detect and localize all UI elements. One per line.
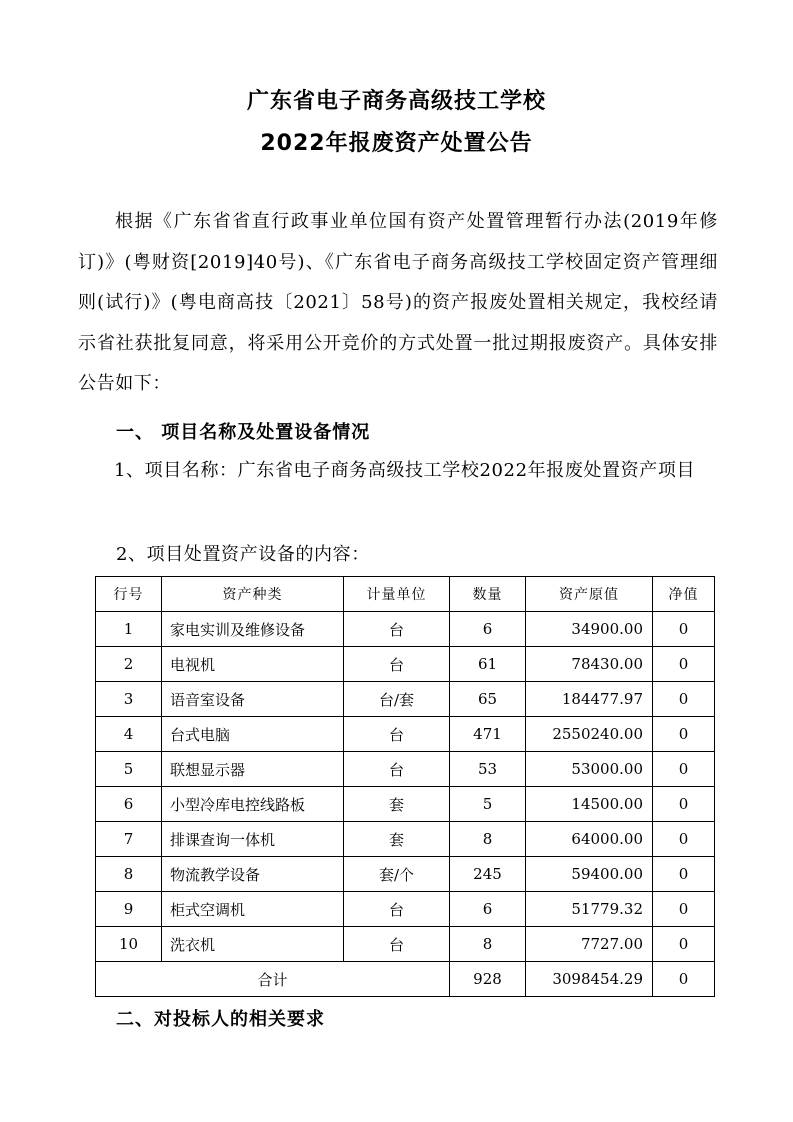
- cell-row-number: 2: [96, 647, 162, 682]
- cell-net-value: 0: [653, 927, 715, 962]
- cell-asset-type: 小型冷库电控线路板: [162, 787, 344, 822]
- header-quantity: 数量: [450, 577, 526, 612]
- asset-table: [95, 576, 715, 997]
- cell-row-number: 1: [96, 612, 162, 647]
- cell-net-value: 0: [653, 857, 715, 892]
- cell-net-value: 0: [653, 892, 715, 927]
- cell-asset-type: 柜式空调机: [162, 892, 344, 927]
- cell-unit: 套: [344, 822, 450, 857]
- cell-original-value: 7727.00: [526, 927, 653, 962]
- cell-asset-type: 家电实训及维修设备: [162, 612, 344, 647]
- table-header-row: [96, 577, 715, 612]
- cell-original-value: 34900.00: [526, 612, 653, 647]
- cell-unit: 套/个: [344, 857, 450, 892]
- cell-unit: 台: [344, 752, 450, 787]
- header-net-value: 净值: [653, 577, 715, 612]
- item1-paragraph: [78, 451, 718, 492]
- cell-net-value: 0: [653, 647, 715, 682]
- cell-quantity: 61: [450, 647, 526, 682]
- header-unit: 计量单位: [344, 577, 450, 612]
- cell-original-value: 53000.00: [526, 752, 653, 787]
- cell-quantity: 6: [450, 892, 526, 927]
- cell-unit: 台: [344, 892, 450, 927]
- cell-original-value: 2550240.00: [526, 717, 653, 752]
- cell-original-value: 14500.00: [526, 787, 653, 822]
- cell-unit: 台: [344, 927, 450, 962]
- cell-net-value: 0: [653, 787, 715, 822]
- cell-row-number: 10: [96, 927, 162, 962]
- cell-asset-type: 电视机: [162, 647, 344, 682]
- table-row: [96, 752, 715, 787]
- cell-quantity: 65: [450, 682, 526, 717]
- cell-net-value: 0: [653, 717, 715, 752]
- item1-text: 1、项目名称：广东省电子商务高级技工学校2022年报废处置资产项目: [114, 460, 696, 481]
- intro-paragraph: [78, 202, 718, 405]
- table-row: [96, 717, 715, 752]
- table-row: [96, 857, 715, 892]
- cell-original-value: 51779.32: [526, 892, 653, 927]
- cell-quantity: 6: [450, 612, 526, 647]
- cell-unit: 套: [344, 787, 450, 822]
- cell-asset-type: 物流教学设备: [162, 857, 344, 892]
- table-row: [96, 892, 715, 927]
- cell-row-number: 3: [96, 682, 162, 717]
- cell-row-number: 9: [96, 892, 162, 927]
- cell-asset-type: 台式电脑: [162, 717, 344, 752]
- cell-row-number: 5: [96, 752, 162, 787]
- cell-net-value: 0: [653, 822, 715, 857]
- cell-unit: 台: [344, 647, 450, 682]
- header-original-value: 资产原值: [526, 577, 653, 612]
- cell-quantity: 53: [450, 752, 526, 787]
- intro-text: 根据《广东省省直行政事业单位国有资产处置管理暂行办法(2019年修订)》(粤财资[2019]40号)、《广东省电子商务高级技工学校固定资产管理细则(试行)》(粤电商高技〔2021〕58号)的资产报废处置相关规定，我校经请示省社获批复同意，将采用公开竞价的方式处置一批过期报废资产。具体安排公告如下：: [78, 211, 718, 394]
- section1-heading: 一、 项目名称及处置设备情况: [116, 422, 371, 443]
- table-total-row: [96, 962, 715, 997]
- table-row: [96, 612, 715, 647]
- cell-net-value: 0: [653, 612, 715, 647]
- cell-quantity: 8: [450, 822, 526, 857]
- cell-unit: 台: [344, 717, 450, 752]
- item2-line: 2、项目处置资产设备的内容：: [116, 544, 370, 565]
- cell-asset-type: 排课查询一体机: [162, 822, 344, 857]
- document-subtitle: 2022年报废资产处置公告: [260, 131, 533, 156]
- cell-quantity: 245: [450, 857, 526, 892]
- cell-original-value: 59400.00: [526, 857, 653, 892]
- table-row: [96, 682, 715, 717]
- cell-quantity: 5: [450, 787, 526, 822]
- section2-heading: 二、对投标人的相关要求: [116, 1009, 325, 1030]
- cell-asset-type: 联想显示器: [162, 752, 344, 787]
- header-asset-type: 资产种类: [162, 577, 344, 612]
- cell-row-number: 4: [96, 717, 162, 752]
- cell-original-value: 64000.00: [526, 822, 653, 857]
- cell-row-number: 8: [96, 857, 162, 892]
- total-value: 3098454.29: [526, 962, 653, 997]
- cell-asset-type: 语音室设备: [162, 682, 344, 717]
- cell-row-number: 7: [96, 822, 162, 857]
- table-row: [96, 927, 715, 962]
- total-quantity: 928: [450, 962, 526, 997]
- table-row: [96, 787, 715, 822]
- total-net: 0: [653, 962, 715, 997]
- table-row: [96, 647, 715, 682]
- header-row-number: 行号: [96, 577, 162, 612]
- total-label: 合计: [96, 962, 450, 997]
- document-title: 广东省电子商务高级技工学校: [246, 89, 546, 114]
- cell-row-number: 6: [96, 787, 162, 822]
- cell-unit: 台: [344, 612, 450, 647]
- cell-quantity: 471: [450, 717, 526, 752]
- cell-unit: 台/套: [344, 682, 450, 717]
- cell-net-value: 0: [653, 682, 715, 717]
- table-row: [96, 822, 715, 857]
- cell-original-value: 78430.00: [526, 647, 653, 682]
- cell-original-value: 184477.97: [526, 682, 653, 717]
- cell-net-value: 0: [653, 752, 715, 787]
- cell-asset-type: 洗衣机: [162, 927, 344, 962]
- cell-quantity: 8: [450, 927, 526, 962]
